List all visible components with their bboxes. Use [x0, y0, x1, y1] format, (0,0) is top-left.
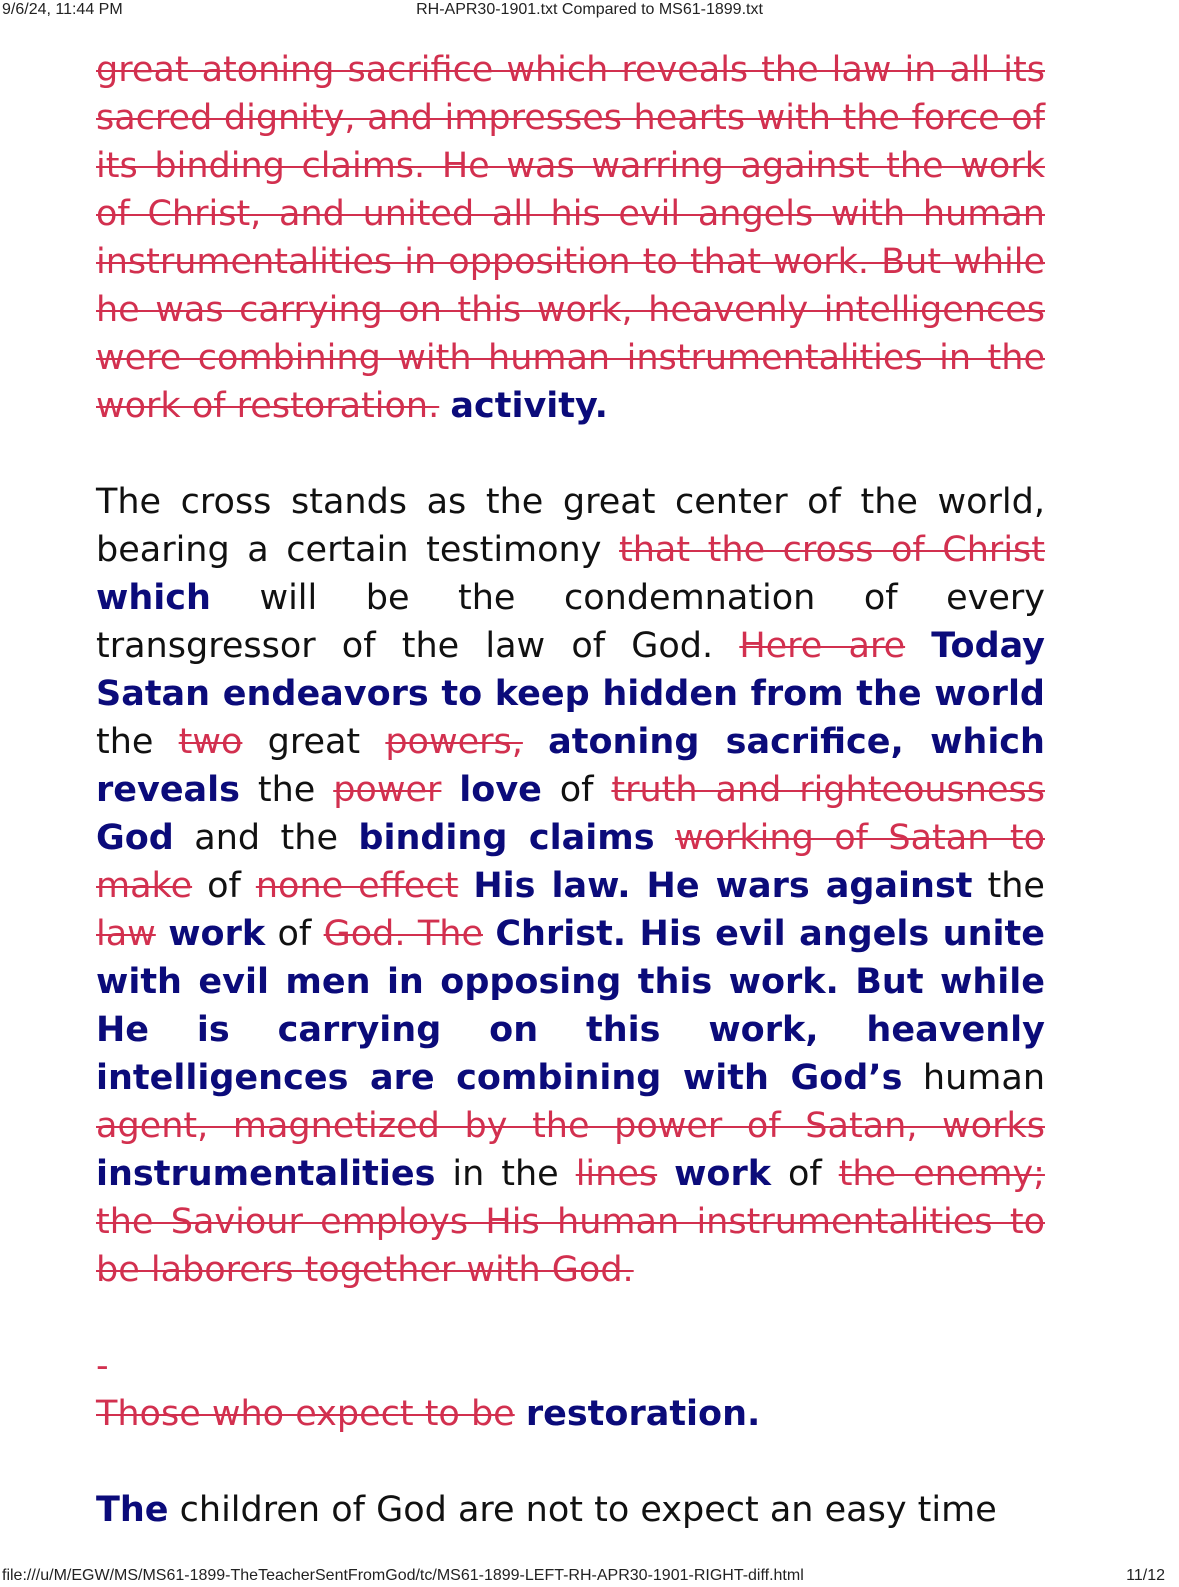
print-header	[0, 0, 1179, 20]
inserted-text: instrumentalities	[96, 1154, 436, 1194]
deleted-text: powers,	[385, 722, 523, 762]
inserted-text: Christ. His evil angels unite with evil men in opposing this work. But while He is carrying on this work, heavenly intelligences are combining with God’s	[96, 914, 1045, 1098]
inserted-text: His law. He wars against	[473, 866, 973, 906]
plain-text	[483, 914, 495, 954]
plain-text: will be the condemnation of every transgressor of the law of God.	[96, 578, 1045, 666]
deleted-text: God. The	[323, 914, 483, 954]
deleted-text: Here are	[739, 626, 906, 666]
plain-text	[657, 1154, 674, 1194]
paragraph-4	[96, 1486, 1045, 1534]
inserted-text: which	[96, 578, 211, 618]
plain-text: children of God are not to expect an easy time	[168, 1490, 997, 1530]
file-path: file:///u/M/EGW/MS/MS61-1899-TheTeacherSentFromGod/tc/MS61-1899-LEFT-RH-APR30-1901-RIGHT-diff.html	[2, 1567, 804, 1584]
plain-text	[458, 866, 473, 906]
deleted-text: power	[333, 770, 442, 810]
paragraph-3-body	[96, 1394, 760, 1434]
plain-text: the	[240, 770, 334, 810]
deleted-text: none effect	[255, 866, 459, 906]
plain-text: human	[902, 1058, 1045, 1098]
plain-text	[441, 770, 459, 810]
deleted-text: agent, magnetized by the power of Satan, works	[96, 1106, 1045, 1146]
deleted-text: the enemy; the Saviour employs His human instrumentalities to be laborers together with God.	[96, 1154, 1045, 1290]
paragraph-2	[96, 478, 1045, 1294]
deleted-text: two	[178, 722, 243, 762]
inserted-text: love	[459, 770, 542, 810]
print-footer	[0, 1566, 1179, 1586]
plain-text: of	[265, 914, 324, 954]
paragraph-1	[96, 46, 1045, 430]
document-title: RH-APR30-1901.txt Compared to MS61-1899.txt	[416, 1, 763, 18]
paragraph-3	[96, 1342, 1045, 1438]
inserted-text: Today Satan endeavors to keep hidden from the world	[96, 626, 1045, 714]
plain-text	[523, 722, 548, 762]
plain-text: the	[96, 722, 179, 762]
deleted-text: that the cross of Christ	[619, 530, 1045, 570]
plain-text	[655, 818, 675, 858]
plain-text: of	[771, 1154, 839, 1194]
deleted-text: truth and righteousness	[611, 770, 1045, 810]
plain-text: of	[541, 770, 612, 810]
plain-text: in the	[435, 1154, 576, 1194]
plain-text: of	[192, 866, 256, 906]
deleted-dash: -	[96, 1346, 109, 1386]
inserted-text: binding claims	[358, 818, 655, 858]
deleted-text: Those who expect to be	[96, 1394, 515, 1434]
plain-text	[156, 914, 168, 954]
inserted-text: work	[168, 914, 266, 954]
page-number: 11/12	[1126, 1567, 1165, 1584]
deleted-text: law	[96, 914, 156, 954]
inserted-text: restoration.	[525, 1394, 761, 1434]
inserted-text: activity.	[450, 386, 608, 426]
plain-text: and the	[173, 818, 359, 858]
inserted-text: The	[96, 1490, 169, 1530]
plain-text: the	[972, 866, 1045, 906]
diff-content	[96, 46, 1045, 1534]
print-datetime: 9/6/24, 11:44 PM	[2, 1, 123, 18]
inserted-text: work	[674, 1154, 772, 1194]
plain-text	[439, 386, 450, 426]
inserted-text: God	[96, 818, 174, 858]
deleted-text: working of Satan to make	[96, 818, 1045, 906]
plain-text: The cross stands as the great center of the world, bearing a certain testimony	[96, 482, 1045, 570]
plain-text	[515, 1394, 526, 1434]
deleted-text: lines	[575, 1154, 658, 1194]
deleted-text: great atoning sacrifice which reveals the law in all its sacred dignity, and impresses hearts with the force of its binding claims. He was warring against the work of Christ, and united all his evil angels with human instrumentalities in opposition to that work. But while he was carrying on this work, heavenly intelligences were combining with human instrumentalities in the work of restoration.	[96, 50, 1045, 426]
plain-text: great	[242, 722, 386, 762]
inserted-text: atoning sacrifice, which reveals	[96, 722, 1045, 810]
plain-text	[905, 626, 931, 666]
